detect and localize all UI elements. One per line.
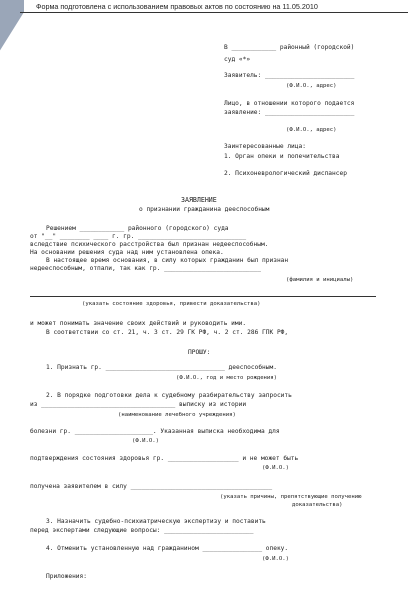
ask-heading: ПРОШУ:: [188, 349, 211, 356]
body-line-7: и может понимать значение своих действий и руководить ими.: [30, 320, 247, 327]
request-2-hint-reason: (указать причины, препятствующие получению: [220, 494, 362, 500]
body-line-6: недееспособным, отпали, так как гр. __________________________: [30, 265, 261, 272]
body-line-3: вследствие психического расстройства был признан недееспособным.: [30, 241, 269, 248]
request-3: 3. Назначить судебно-психиатрическую экспертизу и поставить: [46, 518, 266, 525]
request-2-line-5: получена заявителем в силу ______________________________________: [30, 483, 273, 490]
blank-line: [30, 296, 376, 297]
request-2-line-2: из ____________________________________ выписку из истории: [30, 401, 247, 408]
body-line-1: Решением ____________ районного (городского) суда: [46, 225, 229, 232]
request-4: 4. Отменить установленную над гражданином ________________ опеку.: [46, 545, 289, 552]
interested-label: Заинтересованные лица:: [224, 143, 306, 150]
subject-hint: (Ф.И.О., адрес): [286, 127, 337, 133]
request-2-line-4: подтверждения состояния здоровья гр. ___________________ и не может быть: [30, 455, 299, 462]
body-line-5: В настоящее время основания, в силу которых гражданин был признан: [46, 257, 289, 264]
attachments-label: Приложения:: [46, 573, 87, 580]
body-line-2: от "__" ________ ____ г. гр. _____________________________: [30, 233, 247, 240]
header-bar: [20, 2, 408, 13]
request-3-line-2: перед экспертами следующие вопросы: ________________________: [30, 527, 254, 534]
subject-line-2: заявление: ________________________: [224, 109, 355, 116]
request-4-hint: (Ф.И.О.): [262, 556, 289, 562]
request-1: 1. Признать гр. ________________________________ дееспособным.: [46, 364, 277, 371]
interested-1: 1. Орган опеки и попечительства: [224, 153, 340, 160]
request-2: 2. В порядке подготовки дела к судебному разбирательству запросить: [46, 392, 292, 399]
document-subtitle: о признании гражданина дееспособным: [139, 206, 270, 213]
request-1-hint: (Ф.И.О., год и место рождения): [176, 375, 278, 381]
header-note: Форма подготовлена с использованием правовых актов по состоянию на 11.05.2010: [36, 2, 318, 11]
request-2-hint-name-2: (Ф.И.О.): [262, 465, 289, 471]
court-line: В ____________ районный (городской): [224, 44, 355, 51]
court-line-2: суд «*»: [224, 56, 251, 63]
body-hint-health: (указать состояние здоровья, привести доказательства): [82, 301, 261, 307]
request-2-line-3: болезни гр. _____________________. Указанная выписка необходима для: [30, 428, 280, 435]
body-line-4: На основании решения суда над ним установлена опека.: [30, 249, 224, 256]
body-hint-name: (фамилия и инициалы): [286, 277, 354, 283]
request-2-hint: (наименование лечебного учреждения): [118, 412, 236, 418]
body-line-8: В соответствии со ст. 21, ч. 3 ст. 29 ГК РФ, ч. 2 ст. 286 ГПК РФ,: [46, 329, 289, 336]
interested-2: 2. Психоневрологический диспансер: [224, 170, 347, 177]
document-title: ЗАЯВЛЕНИЕ: [181, 196, 217, 204]
applicant-label: Заявитель: ________________________: [224, 72, 355, 79]
subject-line-1: Лицо, в отношении которого подается: [224, 100, 355, 107]
request-2-hint-name: (Ф.И.О.): [132, 438, 159, 444]
applicant-hint: (Ф.И.О., адрес): [286, 83, 337, 89]
request-2-hint-reason-2: доказательства): [292, 502, 343, 508]
